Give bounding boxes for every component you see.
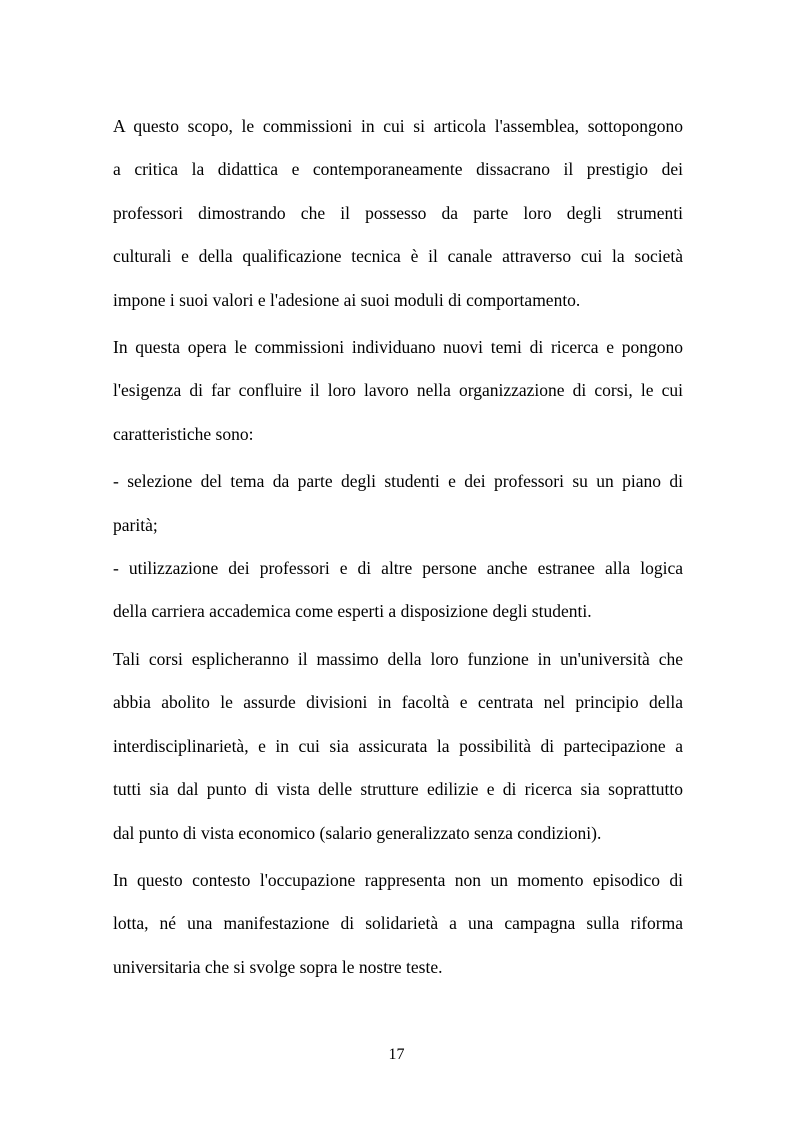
text-line: tutti sia dal punto di vista delle strutture edilizie e di ricerca sia soprattutto (113, 779, 683, 800)
text-line: a critica la didattica e contemporaneamente dissacrano il prestigio dei (113, 159, 683, 180)
text-line: universitaria che si svolge sopra le nostre teste. (113, 956, 443, 977)
list-item-line: - utilizzazione dei professori e di altre persone anche estranee alla logica (113, 558, 683, 579)
list-item-line: della carriera accademica come esperti a disposizione degli studenti. (113, 601, 592, 622)
page-number: 17 (388, 1046, 405, 1063)
list-item-line: parità; (113, 514, 158, 535)
text-line: lotta, né una manifestazione di solidarietà a una campagna sulla riforma (113, 913, 683, 934)
text-line: abbia abolito le assurde divisioni in facoltà e centrata nel principio della (113, 692, 683, 713)
list-item-line: - selezione del tema da parte degli studenti e dei professori su un piano di (113, 471, 683, 492)
document-body (113, 105, 683, 993)
text-line: caratteristiche sono: (113, 423, 254, 444)
text-line: l'esigenza di far confluire il loro lavoro nella organizzazione di corsi, le cui (113, 380, 683, 401)
paragraph-5 (113, 859, 683, 989)
paragraph-2 (113, 326, 683, 456)
text-line: Tali corsi esplicheranno il massimo della loro funzione in un'università che (113, 648, 683, 669)
text-line: A questo scopo, le commissioni in cui si articola l'assemblea, sottopongono (113, 116, 683, 136)
text-line: impone i suoi valori e l'adesione ai suoi moduli di comportamento. (113, 289, 581, 310)
text-line: In questo contesto l'occupazione rappresenta non un momento episodico di (113, 869, 683, 890)
text-line: In questa opera le commissioni individuano nuovi temi di ricerca e pongono (113, 337, 683, 358)
paragraph-1 (113, 105, 683, 322)
text-line: dal punto di vista economico (salario generalizzato senza condizioni). (113, 822, 602, 843)
text-line: professori dimostrando che il possesso da parte loro degli strumenti (113, 202, 683, 223)
paragraph-4 (113, 638, 683, 855)
text-line: interdisciplinarietà, e in cui sia assicurata la possibilità di partecipazione a (113, 735, 683, 756)
paragraph-3-list (113, 460, 683, 634)
text-line: culturali e della qualificazione tecnica è il canale attraverso cui la società (113, 246, 683, 267)
